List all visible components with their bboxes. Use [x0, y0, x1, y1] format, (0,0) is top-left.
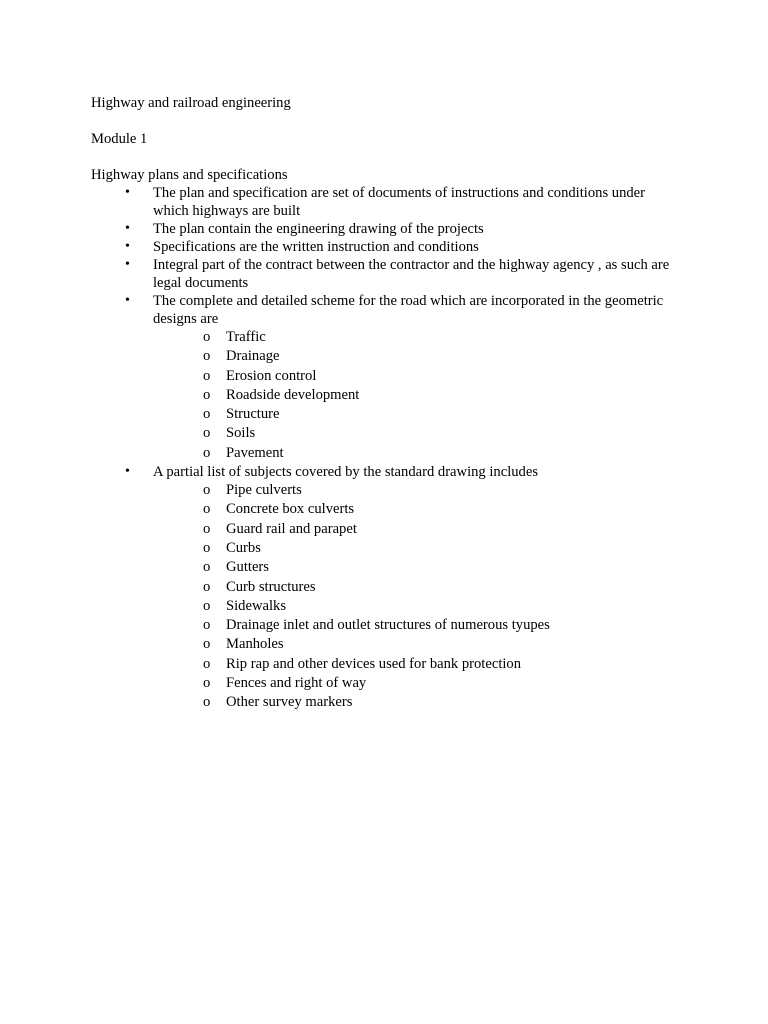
sub-list-item: [203, 444, 672, 463]
sub-list-item: [203, 386, 672, 405]
sub-marker: o: [203, 636, 211, 653]
sub-item-text: Structure: [226, 406, 280, 423]
sub-item-text: Curbs: [226, 539, 261, 556]
sub-item-text: Sidewalks: [226, 597, 286, 614]
bullet-marker: •: [125, 221, 130, 236]
bullet-item: [125, 184, 672, 220]
bullet-list: [91, 184, 672, 713]
sub-list-item: [203, 597, 672, 616]
sub-list-item: [203, 674, 672, 693]
sub-item-text: Other survey markers: [226, 694, 353, 711]
sub-marker: o: [203, 675, 211, 692]
bullet-marker: •: [125, 293, 130, 308]
sub-marker: o: [203, 367, 211, 384]
sub-item-text: Traffic: [226, 329, 266, 345]
sub-marker: o: [203, 386, 211, 403]
sub-item-text: Manholes: [226, 636, 284, 653]
sub-list-item: [203, 635, 672, 654]
bullet-item: [125, 256, 672, 292]
bullet-marker: •: [125, 185, 130, 200]
sub-item-text: Drainage inlet and outlet structures of numerous tyupes: [226, 617, 550, 634]
sub-item-text: Erosion control: [226, 367, 317, 384]
sub-marker: o: [203, 597, 211, 614]
bullet-marker: •: [125, 464, 130, 480]
sub-marker: o: [203, 539, 211, 556]
sub-list-item: [203, 405, 672, 424]
sub-list-item: [203, 424, 672, 443]
sub-marker: o: [203, 482, 211, 499]
sub-marker: o: [203, 617, 211, 634]
sub-marker: o: [203, 520, 211, 537]
bullet-item: [125, 292, 672, 463]
sub-item-text: Fences and right of way: [226, 675, 367, 692]
sub-list-item: [203, 693, 672, 712]
sub-item-text: Soils: [226, 425, 256, 442]
sub-list: [153, 481, 672, 713]
sub-item-text: Guard rail and parapet: [226, 520, 357, 537]
bullet-text: The plan and specification are set of documents of instructions and conditions under which highways are built: [153, 185, 645, 219]
bullet-text: Specifications are the written instruction and conditions: [153, 239, 479, 255]
sub-item-text: Drainage: [226, 348, 280, 365]
sub-item-text: Rip rap and other devices used for bank protection: [226, 655, 522, 672]
sub-list-item: [203, 655, 672, 674]
section-heading: Highway plans and specifications: [91, 167, 288, 183]
sub-marker: o: [203, 694, 211, 711]
sub-item-text: Pipe culverts: [226, 482, 302, 499]
bullet-text: A partial list of subjects covered by the standard drawing includes: [153, 464, 539, 481]
sub-list-item: [203, 481, 672, 500]
sub-marker: o: [203, 655, 211, 672]
bullet-item: [125, 220, 672, 238]
sub-item-text: Roadside development: [226, 386, 360, 403]
bullet-item: [125, 238, 672, 256]
sub-list-item: [203, 520, 672, 539]
sub-list-item: [203, 578, 672, 597]
bullet-text: The plan contain the engineering drawing of the projects: [153, 221, 484, 237]
module-label: Module 1: [91, 131, 148, 147]
sub-list-item: [203, 558, 672, 577]
sub-list-item: [203, 500, 672, 519]
bullet-item: [125, 463, 672, 713]
bullet-marker: •: [125, 257, 130, 272]
sub-marker: o: [203, 501, 211, 518]
bullet-text: The complete and detailed scheme for the road which are incorporated in the geometric designs are: [153, 293, 664, 327]
bullet-marker: •: [125, 239, 130, 254]
sub-item-text: Curb structures: [226, 578, 316, 595]
sub-marker: o: [203, 348, 211, 365]
sub-list-item: [203, 347, 672, 366]
sub-marker: o: [203, 444, 211, 461]
sub-marker: o: [203, 578, 211, 595]
sub-marker: o: [203, 559, 211, 576]
sub-list-item: [203, 616, 672, 635]
sub-item-text: Pavement: [226, 444, 284, 461]
sub-marker: o: [203, 406, 211, 423]
sub-list-item: [203, 367, 672, 386]
document-title: Highway and railroad engineering: [91, 95, 291, 111]
sub-list-item: [203, 328, 672, 347]
sub-marker: o: [203, 329, 211, 345]
sub-item-text: Gutters: [226, 559, 269, 576]
sub-list-item: [203, 539, 672, 558]
sub-list: [153, 328, 672, 463]
bullet-text: Integral part of the contract between the contractor and the highway agency , as such are legal documents: [153, 257, 670, 291]
sub-marker: o: [203, 425, 211, 442]
sub-item-text: Concrete box culverts: [226, 501, 355, 518]
